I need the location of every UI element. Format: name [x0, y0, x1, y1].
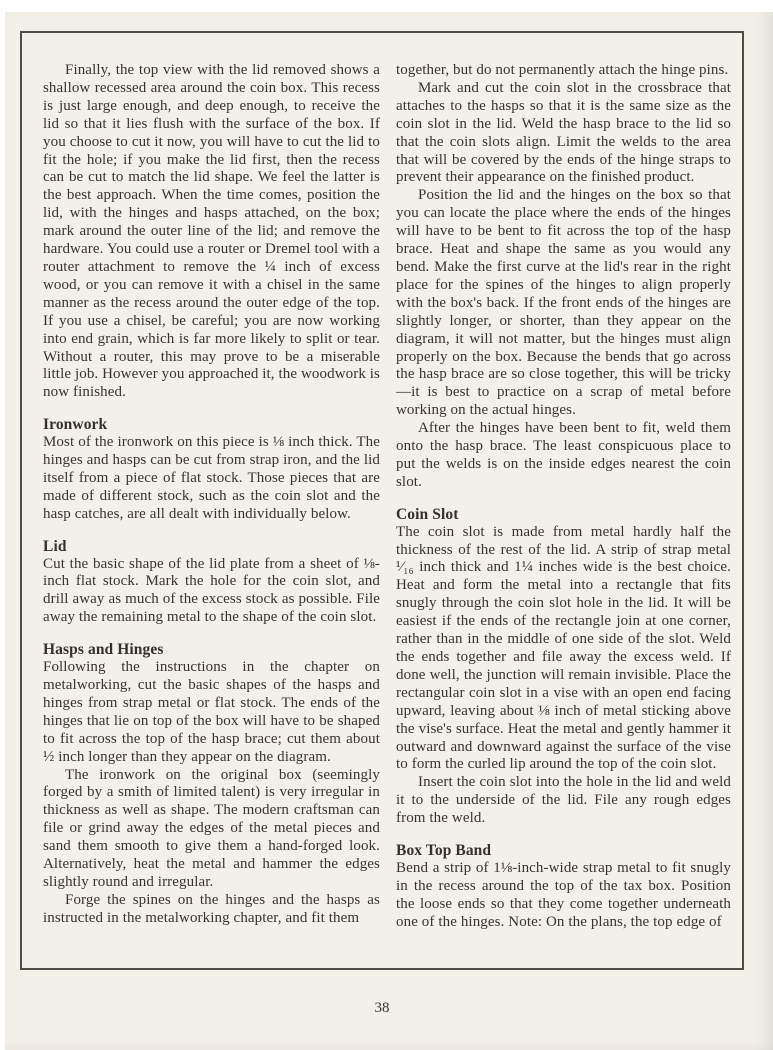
- section-heading: Coin Slot: [396, 505, 459, 523]
- body-paragraph: Finally, the top view with the lid removed shows a shallow recessed area around the coin box. This recess is just large enough, and deep enough, to receive the lid so that it lies flush with the surface of the box. If you choose to cut it now, you will have to cut the lid to fit the hole; if you make the lid first, then the recess can be cut to match the lid shape. We feel the latter is the best approach. When the time comes, position the lid, with the hinges and hasps attached, on the box; mark around the outer line of the lid; and remove the hardware. You could use a router or Dremel tool with a router attachment to remove the ¼ inch of excess wood, or you can remove it with a chisel in the same manner as the recess around the outer edge of the top. If you use a chisel, be careful; you are now working into end grain, which is far more likely to split or tear. Without a router, this may prove to be a miserable little job. However you approached it, the woodwork is now finished.: [43, 62, 380, 401]
- body-paragraph: After the hinges have been bent to fit, weld them onto the hasp brace. The least conspicuous place to put the welds is on the inside edges nearest the coin slot.: [396, 420, 731, 490]
- body-paragraph: Insert the coin slot into the hole in the lid and weld it to the underside of the lid. File any rough edges from the weld.: [396, 774, 731, 827]
- text-column-left: [43, 62, 380, 928]
- page-border-frame: [20, 31, 744, 970]
- section-heading: Hasps and Hinges: [43, 641, 164, 659]
- body-paragraph: together, but do not permanently attach the hinge pins.: [396, 62, 729, 78]
- body-paragraph: Forge the spines on the hinges and the hasps as instructed in the metalworking chapter, and fit them: [43, 891, 380, 926]
- section-heading: Ironwork: [43, 416, 108, 434]
- body-paragraph: Mark and cut the coin slot in the crossbrace that attaches to the hasps so that it is the same size as the coin slot in the lid. Weld the hasp brace to the lid so that the coin slots align. Limit the welds to the area that will be covered by the ends of the hinge straps to prevent their appearance on the finished product.: [396, 79, 731, 186]
- text-column-right: [396, 62, 731, 932]
- section-heading: Box Top Band: [396, 842, 492, 860]
- body-paragraph: Bend a strip of 1⅛-inch-wide strap metal to fit snugly in the recess around the top of the tax box. Position the loose ends so that they come together underneath one of the hinges. Note: On the plans, the top edge of: [396, 859, 731, 930]
- paper-background: [5, 12, 773, 1050]
- body-paragraph: Position the lid and the hinges on the box so that you can locate the place where the ends of the hinges will have to be bent to fit across the top of the hasp brace. Heat and shape the same as you would any bend. Make the first curve at the lid's rear in the right place for the spines of the hinges to align properly with the box's back. If the front ends of the hinges are slightly longer, or shorter, than they appear on the diagram, it will not matter, but the hinges must align properly on the box. Because the bends that go across the hasp brace are so close together, this will be tricky—it is best to practice on a scrap of metal before working on the actual hinges.: [396, 187, 731, 419]
- page-number: 38: [374, 1000, 390, 1016]
- section-heading: Lid: [43, 537, 67, 555]
- body-paragraph: Cut the basic shape of the lid plate from a sheet of ⅛-inch flat stock. Mark the hole for the coin slot, and drill away as much of the excess stock as possible. File away the remaining metal to the shape of the coin slot.: [43, 555, 380, 626]
- body-paragraph: The ironwork on the original box (seemingly forged by a smith of limited talent) is very irregular in thickness as well as shape. The modern craftsman can file or grind away the edges of the metal pieces and sand them smooth to give them a hand-forged look. Alternatively, heat the metal and hammer the edges slightly round and irregular.: [43, 766, 380, 890]
- body-paragraph: Following the instructions in the chapter on metalworking, cut the basic shapes of the hasps and hinges from strap metal or flat stock. The ends of the hinges that lie on top of the box will have to be shaped to fit across the top of the hasp brace; cut them about ½ inch longer than they appear on the diagram.: [43, 659, 380, 765]
- body-paragraph: Most of the ironwork on this piece is ⅛ inch thick. The hinges and hasps can be cut from strap iron, and the lid itself from a piece of flat stock. Those pieces that are made of different stock, such as the coin slot and the hasp catches, are all dealt with individually below.: [43, 434, 380, 522]
- body-paragraph: The coin slot is made from metal hardly half the thickness of the rest of the lid. A strip of strap metal ¹⁄₁₆ inch thick and 1¼ inches wide is the best choice. Heat and form the metal into a rectangle that fits snugly through the coin slot hole in the lid. It will be easiest if the ends of the rectangle join at one corner, rather than in the middle of one side of the slot. Weld the ends together and file away the excess weld. If done well, the junction will remain invisible. Place the rectangular coin slot in a vise with an open end facing upward, leaving about ⅛ inch of metal sticking above the vise's surface. Heat the metal and gently hammer it outward and downward against the surface of the vise to form the curled lip around the top of the coin slot.: [396, 523, 731, 773]
